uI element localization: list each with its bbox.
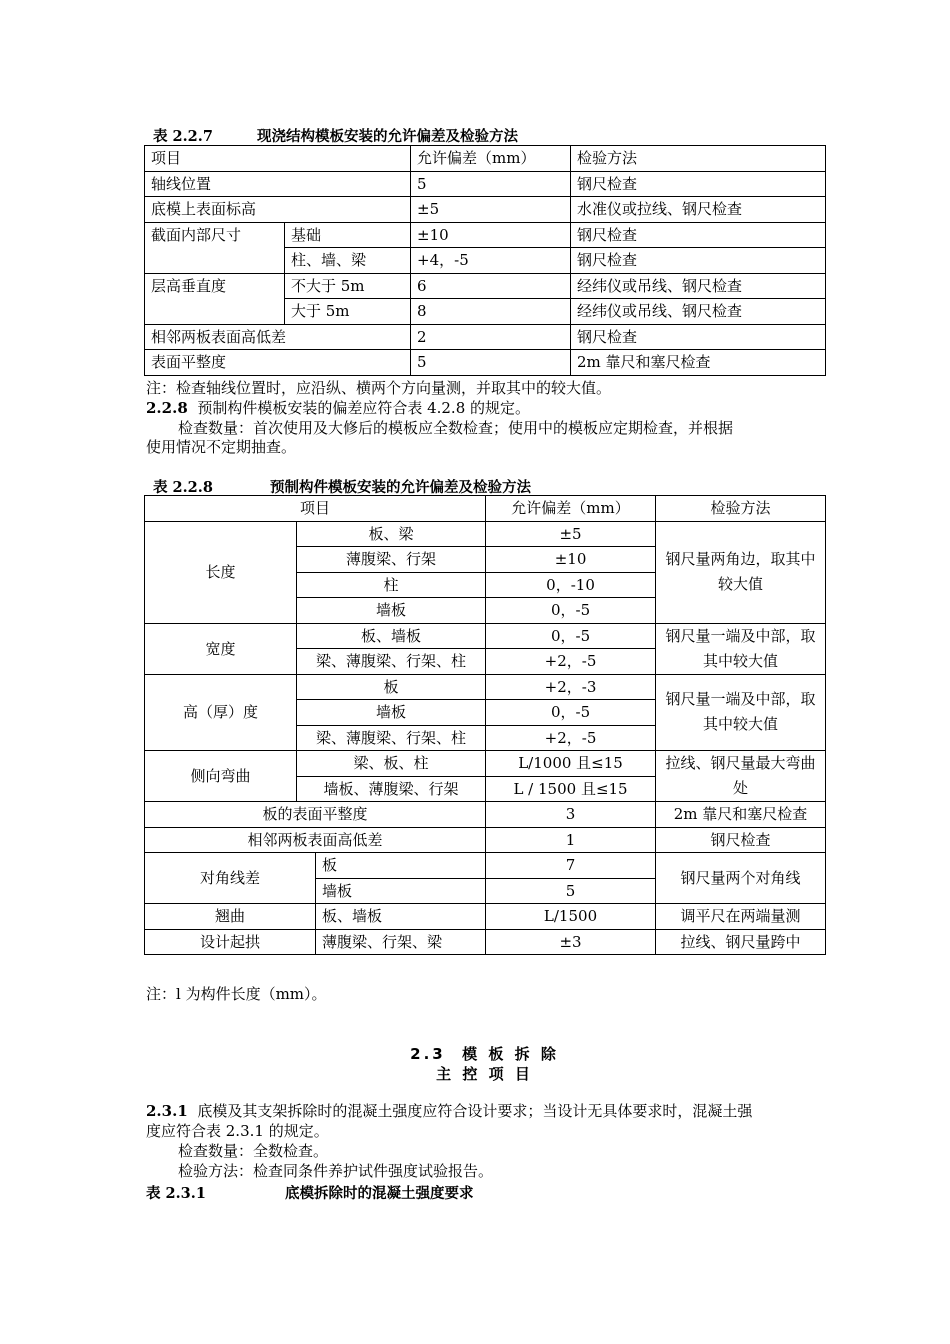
table-row — [145, 929, 826, 955]
cell-method: 2m 靠尺和塞尺检查 — [571, 350, 826, 376]
cell-method: 钢尺检查 — [656, 827, 826, 853]
clause-text: 预制构件模板安装的偏差应符合表 4.2.8 的规定。 — [197, 399, 531, 417]
cell-deviation: ±10 — [411, 222, 571, 248]
cell-method: 拉线、钢尺量最大弯曲处 — [656, 751, 826, 802]
check-quantity-line1: 检查数量：首次使用及大修后的模板应全数检查；使用中的模板应定期检查，并根据 — [178, 419, 734, 437]
cell-deviation: +2，-5 — [486, 649, 656, 675]
cell-item: 对角线差 — [145, 853, 316, 904]
cell-item: 板的表面平整度 — [145, 802, 486, 828]
cell-method: 钢尺检查 — [571, 222, 826, 248]
table-2-2-8-caption — [153, 476, 531, 497]
cell-deviation: 6 — [411, 273, 571, 299]
cell-method: 钢尺检查 — [571, 248, 826, 274]
header-deviation: 允许偏差（mm） — [411, 146, 571, 172]
cell-subitem: 基础 — [285, 222, 411, 248]
table-number: 表 2.2.7 — [153, 128, 213, 145]
cell-deviation: L/1500 — [486, 904, 656, 930]
table-row — [145, 827, 826, 853]
cell-deviation: 0，-5 — [486, 700, 656, 726]
cell-method: 拉线、钢尺量跨中 — [656, 929, 826, 955]
cell-deviation: 8 — [411, 299, 571, 325]
cell-subitem: 墙板 — [297, 700, 486, 726]
table-row — [145, 853, 826, 879]
clause-number: 2.3.1 — [146, 1102, 188, 1120]
cell-subitem: 板 — [316, 853, 486, 879]
cell-method: 钢尺量一端及中部，取其中较大值 — [656, 674, 826, 751]
cell-subitem: 板、墙板 — [297, 623, 486, 649]
cell-subitem: 板、梁 — [297, 521, 486, 547]
cell-item: 宽度 — [145, 623, 297, 674]
cell-subitem: 板 — [297, 674, 486, 700]
cell-method: 钢尺量两个对角线 — [656, 853, 826, 904]
check-method: 检验方法：检查同条件养护试件强度试验报告。 — [178, 1162, 494, 1180]
cell-item: 翘曲 — [145, 904, 316, 930]
table-row — [145, 623, 826, 649]
table-row — [145, 904, 826, 930]
cell-deviation: ±5 — [486, 521, 656, 547]
cell-method: 钢尺量两角边，取其中较大值 — [656, 521, 826, 623]
cell-deviation: 3 — [486, 802, 656, 828]
section-title: 2.3 模 板 拆 除 — [410, 1045, 559, 1063]
cell-item: 表面平整度 — [145, 350, 411, 376]
cell-deviation: ±3 — [486, 929, 656, 955]
cell-deviation: L / 1500 且≤15 — [486, 776, 656, 802]
cell-deviation: 5 — [486, 878, 656, 904]
table-row — [145, 273, 826, 299]
cell-item: 高（厚）度 — [145, 674, 297, 751]
cell-deviation: ±5 — [411, 197, 571, 223]
cell-subitem: 薄腹梁、行架 — [297, 547, 486, 573]
clause-number: 2.2.8 — [146, 399, 188, 417]
table-row — [145, 350, 826, 376]
cell-method: 经纬仪或吊线、钢尺检查 — [571, 273, 826, 299]
cell-item: 截面内部尺寸 — [145, 222, 285, 273]
table-row — [145, 751, 826, 777]
cell-deviation: 5 — [411, 350, 571, 376]
table-title: 现浇结构模板安装的允许偏差及检验方法 — [257, 128, 518, 145]
header-method: 检验方法 — [656, 496, 826, 522]
table-header-row — [145, 146, 826, 172]
cell-subitem: 梁、薄腹梁、行架、柱 — [297, 649, 486, 675]
header-deviation: 允许偏差（mm） — [486, 496, 656, 522]
clause-2-2-8 — [146, 399, 530, 418]
table-2-2-7 — [144, 145, 826, 376]
cell-method: 钢尺量一端及中部，取其中较大值 — [656, 623, 826, 674]
table-row — [145, 802, 826, 828]
table-2-2-7-caption — [153, 125, 518, 146]
table-row — [145, 324, 826, 350]
cell-deviation: +2，-5 — [486, 725, 656, 751]
cell-deviation: 0，-5 — [486, 623, 656, 649]
cell-subitem: 大于 5m — [285, 299, 411, 325]
cell-subitem: 不大于 5m — [285, 273, 411, 299]
cell-deviation: 0，-10 — [486, 572, 656, 598]
cell-item: 轴线位置 — [145, 171, 411, 197]
table-title: 底模拆除时的混凝土强度要求 — [285, 1185, 474, 1202]
cell-method: 经纬仪或吊线、钢尺检查 — [571, 299, 826, 325]
section-subtitle: 主 控 项 目 — [436, 1065, 533, 1083]
table-number: 表 2.3.1 — [146, 1185, 206, 1202]
table-row — [145, 222, 826, 248]
table-2-2-7-note: 注：检查轴线位置时，应沿纵、横两个方向量测，并取其中的较大值。 — [146, 379, 612, 397]
cell-method: 钢尺检查 — [571, 324, 826, 350]
cell-deviation: ±10 — [486, 547, 656, 573]
cell-item: 长度 — [145, 521, 297, 623]
table-title: 预制构件模板安装的允许偏差及检验方法 — [270, 479, 531, 496]
table-row — [145, 521, 826, 547]
cell-subitem: 柱 — [297, 572, 486, 598]
table-2-3-1-caption — [146, 1182, 474, 1203]
table-header-row — [145, 496, 826, 522]
check-quantity-line2: 使用情况不定期抽查。 — [146, 438, 297, 456]
cell-deviation: L/1000 且≤15 — [486, 751, 656, 777]
cell-deviation: 2 — [411, 324, 571, 350]
cell-method: 调平尺在两端量测 — [656, 904, 826, 930]
cell-subitem: 墙板、薄腹梁、行架 — [297, 776, 486, 802]
cell-deviation: 7 — [486, 853, 656, 879]
check-quantity: 检查数量：全数检查。 — [178, 1142, 329, 1160]
cell-item: 底模上表面标高 — [145, 197, 411, 223]
cell-deviation: 0，-5 — [486, 598, 656, 624]
cell-subitem: 梁、薄腹梁、行架、柱 — [297, 725, 486, 751]
cell-deviation: +2，-3 — [486, 674, 656, 700]
header-method: 检验方法 — [571, 146, 826, 172]
cell-subitem: 薄腹梁、行架、梁 — [316, 929, 486, 955]
header-item: 项目 — [145, 146, 411, 172]
cell-subitem: 柱、墙、梁 — [285, 248, 411, 274]
table-2-2-8 — [144, 495, 826, 955]
clause-text: 底模及其支架拆除时的混凝土强度应符合设计要求；当设计无具体要求时，混凝土强 — [197, 1102, 753, 1120]
cell-item: 层高垂直度 — [145, 273, 285, 324]
cell-deviation: 1 — [486, 827, 656, 853]
cell-subitem: 板、墙板 — [316, 904, 486, 930]
cell-item: 侧向弯曲 — [145, 751, 297, 802]
cell-subitem: 梁、板、柱 — [297, 751, 486, 777]
table-2-2-8-note: 注：l 为构件长度（mm）。 — [146, 985, 327, 1003]
cell-method: 2m 靠尺和塞尺检查 — [656, 802, 826, 828]
table-row — [145, 197, 826, 223]
cell-item: 设计起拱 — [145, 929, 316, 955]
table-row — [145, 171, 826, 197]
clause-2-3-1 — [146, 1102, 752, 1121]
cell-method: 水准仪或拉线、钢尺检查 — [571, 197, 826, 223]
clause-text-line2: 度应符合表 2.3.1 的规定。 — [146, 1122, 329, 1140]
header-item: 项目 — [145, 496, 486, 522]
cell-method: 钢尺检查 — [571, 171, 826, 197]
table-number: 表 2.2.8 — [153, 479, 213, 496]
cell-item: 相邻两板表面高低差 — [145, 324, 411, 350]
cell-subitem: 墙板 — [297, 598, 486, 624]
cell-subitem: 墙板 — [316, 878, 486, 904]
table-row — [145, 674, 826, 700]
cell-deviation: +4，-5 — [411, 248, 571, 274]
cell-deviation: 5 — [411, 171, 571, 197]
cell-item: 相邻两板表面高低差 — [145, 827, 486, 853]
